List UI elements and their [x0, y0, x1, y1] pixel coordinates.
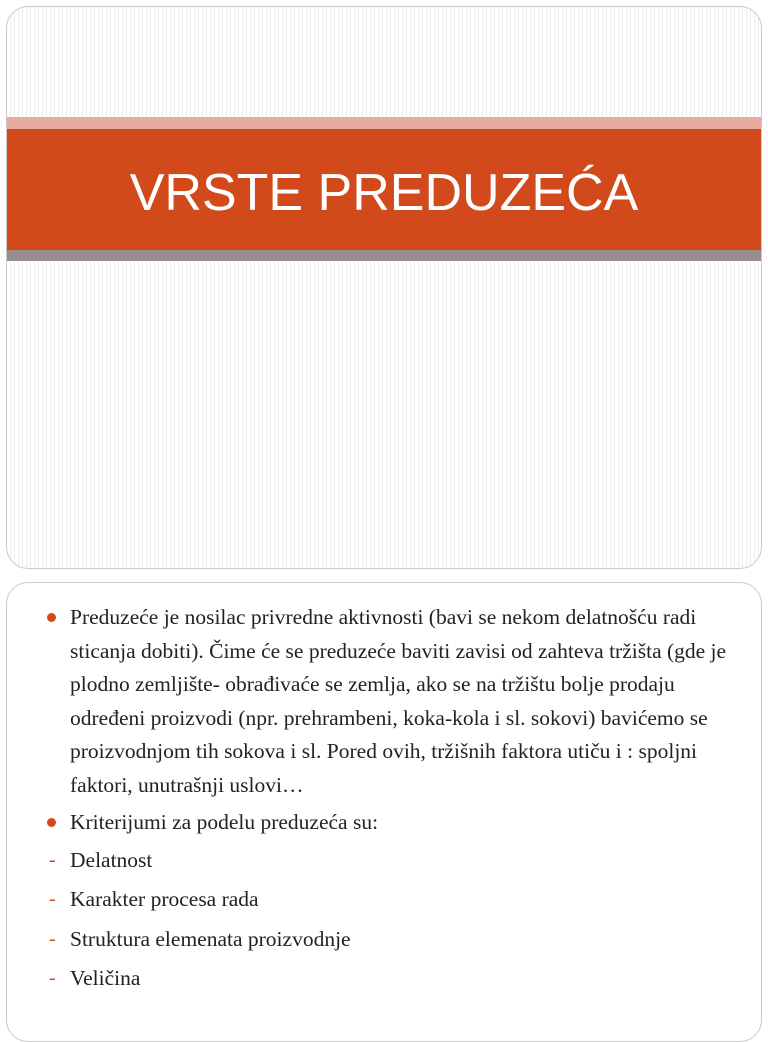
dash-bullet-icon: -	[49, 967, 56, 989]
bullet-text: Preduzeće je nosilac privredne aktivnosti (bavi se nekom delatnošću radi sticanja dobiti). Čime će se preduzeće baviti zavisi od zahteva tržišta (gde je plodno zemljište- obrađivaće se zemlja, ako se na tržištu bolje prodaju određeni proizvodi (npr. prehrambeni, koka-kola i sl. sokovi) bavićemo se proizvodnjom tih sokova i sl. Pored ovih, tržišnih faktora utiču i : spoljni faktori, unutrašnji uslovi…	[70, 605, 727, 797]
bullet-text: Kriterijumi za podelu preduzeća su:	[70, 810, 379, 834]
title-accent-band-bottom	[7, 250, 761, 261]
circle-bullet-icon	[47, 613, 56, 622]
sub-list-item	[47, 962, 727, 996]
content-body	[47, 601, 727, 1002]
sub-list-item	[47, 883, 727, 917]
dash-bullet-icon: -	[49, 848, 56, 871]
title-slide	[6, 6, 762, 569]
dash-bullet-icon: -	[49, 927, 56, 950]
bullet-item	[47, 601, 727, 802]
content-slide	[6, 582, 762, 1042]
sub-item-text: Karakter procesa rada	[70, 887, 259, 911]
sub-list-item	[47, 844, 727, 878]
sub-item-text: Delatnost	[70, 847, 153, 872]
title-band	[7, 129, 761, 250]
title-accent-band-top	[7, 117, 761, 129]
sub-item-text: Veličina	[70, 966, 141, 990]
dash-bullet-icon: -	[49, 888, 56, 910]
sub-item-text: Struktura elemenata proizvodnje	[70, 926, 351, 951]
sub-list-item	[47, 923, 727, 957]
bullet-item	[47, 806, 727, 840]
circle-bullet-icon	[47, 818, 56, 827]
slide-title: VRSTE PREDUZEĆA	[129, 163, 639, 222]
